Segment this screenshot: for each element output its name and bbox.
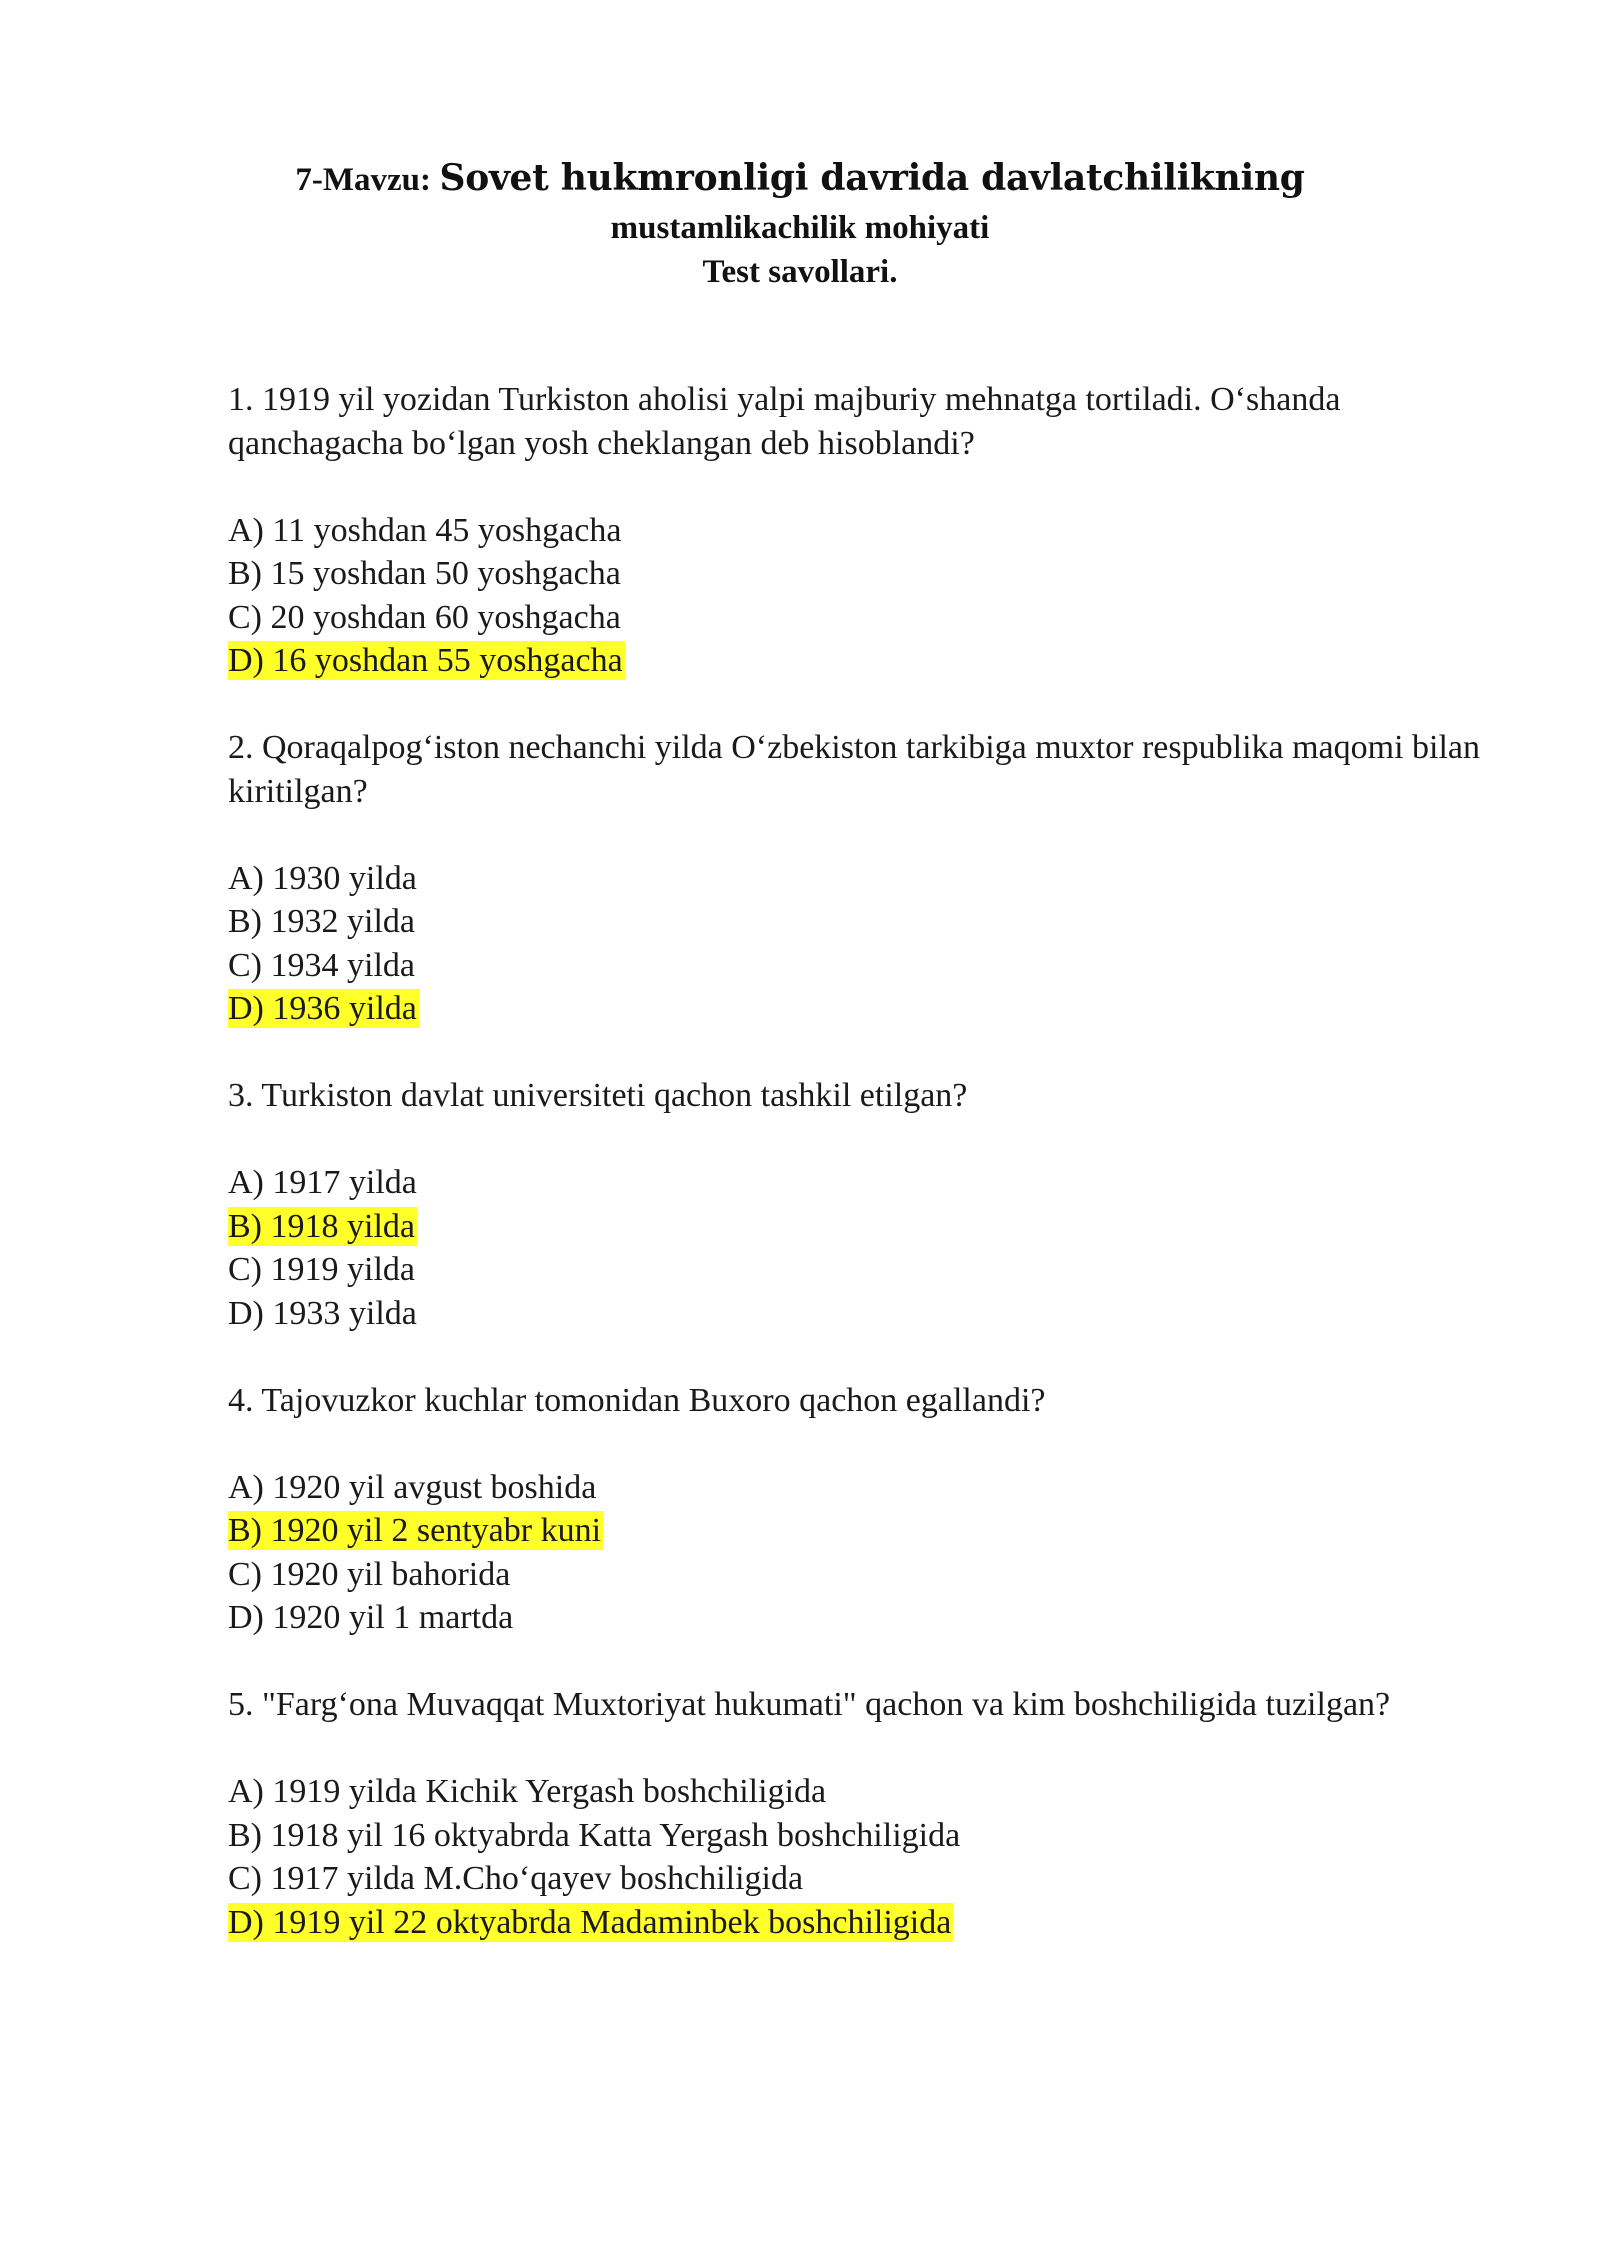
- option-c: [228, 1857, 1488, 1901]
- question-list: [228, 378, 1488, 1988]
- question-text: 4. Tajovuzkor kuchlar tomonidan Buxoro qachon egallandi?: [228, 1381, 1046, 1419]
- option-label: B) 1932 yilda: [228, 903, 415, 940]
- option-a: [228, 1161, 1488, 1205]
- option-c: [228, 1248, 1488, 1292]
- option-label: C) 20 yoshdan 60 yoshgacha: [228, 598, 621, 636]
- option-label: C) 1917 yilda M.Cho‘qayev boshchiligida: [228, 1860, 804, 1897]
- option-d: [228, 1292, 1488, 1336]
- option-c: [228, 944, 1488, 988]
- question-text: 5. "Farg‘ona Muvaqqat Muxtoriyat hukumati" qachon va kim boshchiligida tuzilgan?: [228, 1686, 1391, 1723]
- option-label: C) 1934 yilda: [228, 946, 415, 984]
- document-title: [0, 154, 1600, 204]
- section-heading: Test savollari.: [702, 254, 898, 290]
- option-label: A) 1917 yilda: [228, 1164, 417, 1201]
- highlighted-answer: B) 1918 yilda: [228, 1207, 415, 1245]
- option-b: [228, 900, 1488, 944]
- question-text: 2. Qoraqalpog‘iston nechanchi yilda O‘zbekiston tarkibiga muxtor respublika maqomi bilan kiritilgan?: [228, 729, 1481, 810]
- option-b-correct-answer: [228, 1509, 1488, 1553]
- title-topic: Sovet hukmronligi davrida davlatchilikning: [439, 157, 1305, 199]
- option-label: C) 1919 yilda: [228, 1251, 415, 1288]
- option-label: A) 1930 yilda: [228, 859, 417, 897]
- option-label: D) 1920 yil 1 martda: [228, 1599, 514, 1636]
- option-b: [228, 552, 1488, 596]
- option-label: C) 1920 yil bahorida: [228, 1555, 511, 1593]
- option-a: [228, 1770, 1488, 1814]
- question-5: [228, 1683, 1488, 1944]
- option-label: B) 1918 yil 16 oktyabrda Katta Yergash boshchiligida: [228, 1816, 961, 1854]
- document-subtitle: mustamlikachilik mohiyati: [610, 210, 990, 246]
- option-a: [228, 1466, 1488, 1510]
- option-label: B) 15 yoshdan 50 yoshgacha: [228, 555, 621, 592]
- option-b-correct-answer: [228, 1205, 1488, 1249]
- option-label: A) 1919 yilda Kichik Yergash boshchiligida: [228, 1773, 827, 1810]
- option-label: A) 11 yoshdan 45 yoshgacha: [228, 511, 622, 549]
- option-d-correct-answer: [228, 1901, 1488, 1945]
- question-3: [228, 1074, 1488, 1335]
- option-a: [228, 857, 1488, 901]
- highlighted-answer: D) 16 yoshdan 55 yoshgacha: [228, 642, 623, 679]
- option-label: A) 1920 yil avgust boshida: [228, 1468, 597, 1506]
- option-c: [228, 1553, 1488, 1597]
- question-text: 1. 1919 yil yozidan Turkiston aholisi yalpi majburiy mehnatga tortiladi. O‘shanda qanchagacha bo‘lgan yosh cheklangan deb hisoblandi?: [228, 381, 1341, 462]
- option-d: [228, 1596, 1488, 1640]
- option-label: D) 1933 yilda: [228, 1294, 417, 1332]
- highlighted-answer: B) 1920 yil 2 sentyabr kuni: [228, 1512, 602, 1549]
- option-c: [228, 596, 1488, 640]
- option-a: [228, 509, 1488, 553]
- question-2: [228, 726, 1488, 1031]
- option-d-correct-answer: [228, 639, 1488, 683]
- highlighted-answer: D) 1936 yilda: [228, 990, 417, 1027]
- highlighted-answer: D) 1919 yil 22 oktyabrda Madaminbek boshchiligida: [228, 1903, 952, 1941]
- option-d-correct-answer: [228, 987, 1488, 1031]
- question-text: 3. Turkiston davlat universiteti qachon tashkil etilgan?: [228, 1077, 968, 1114]
- question-4: [228, 1379, 1488, 1640]
- title-prefix: 7-Mavzu:: [295, 162, 432, 198]
- question-1: [228, 378, 1488, 683]
- option-b: [228, 1814, 1488, 1858]
